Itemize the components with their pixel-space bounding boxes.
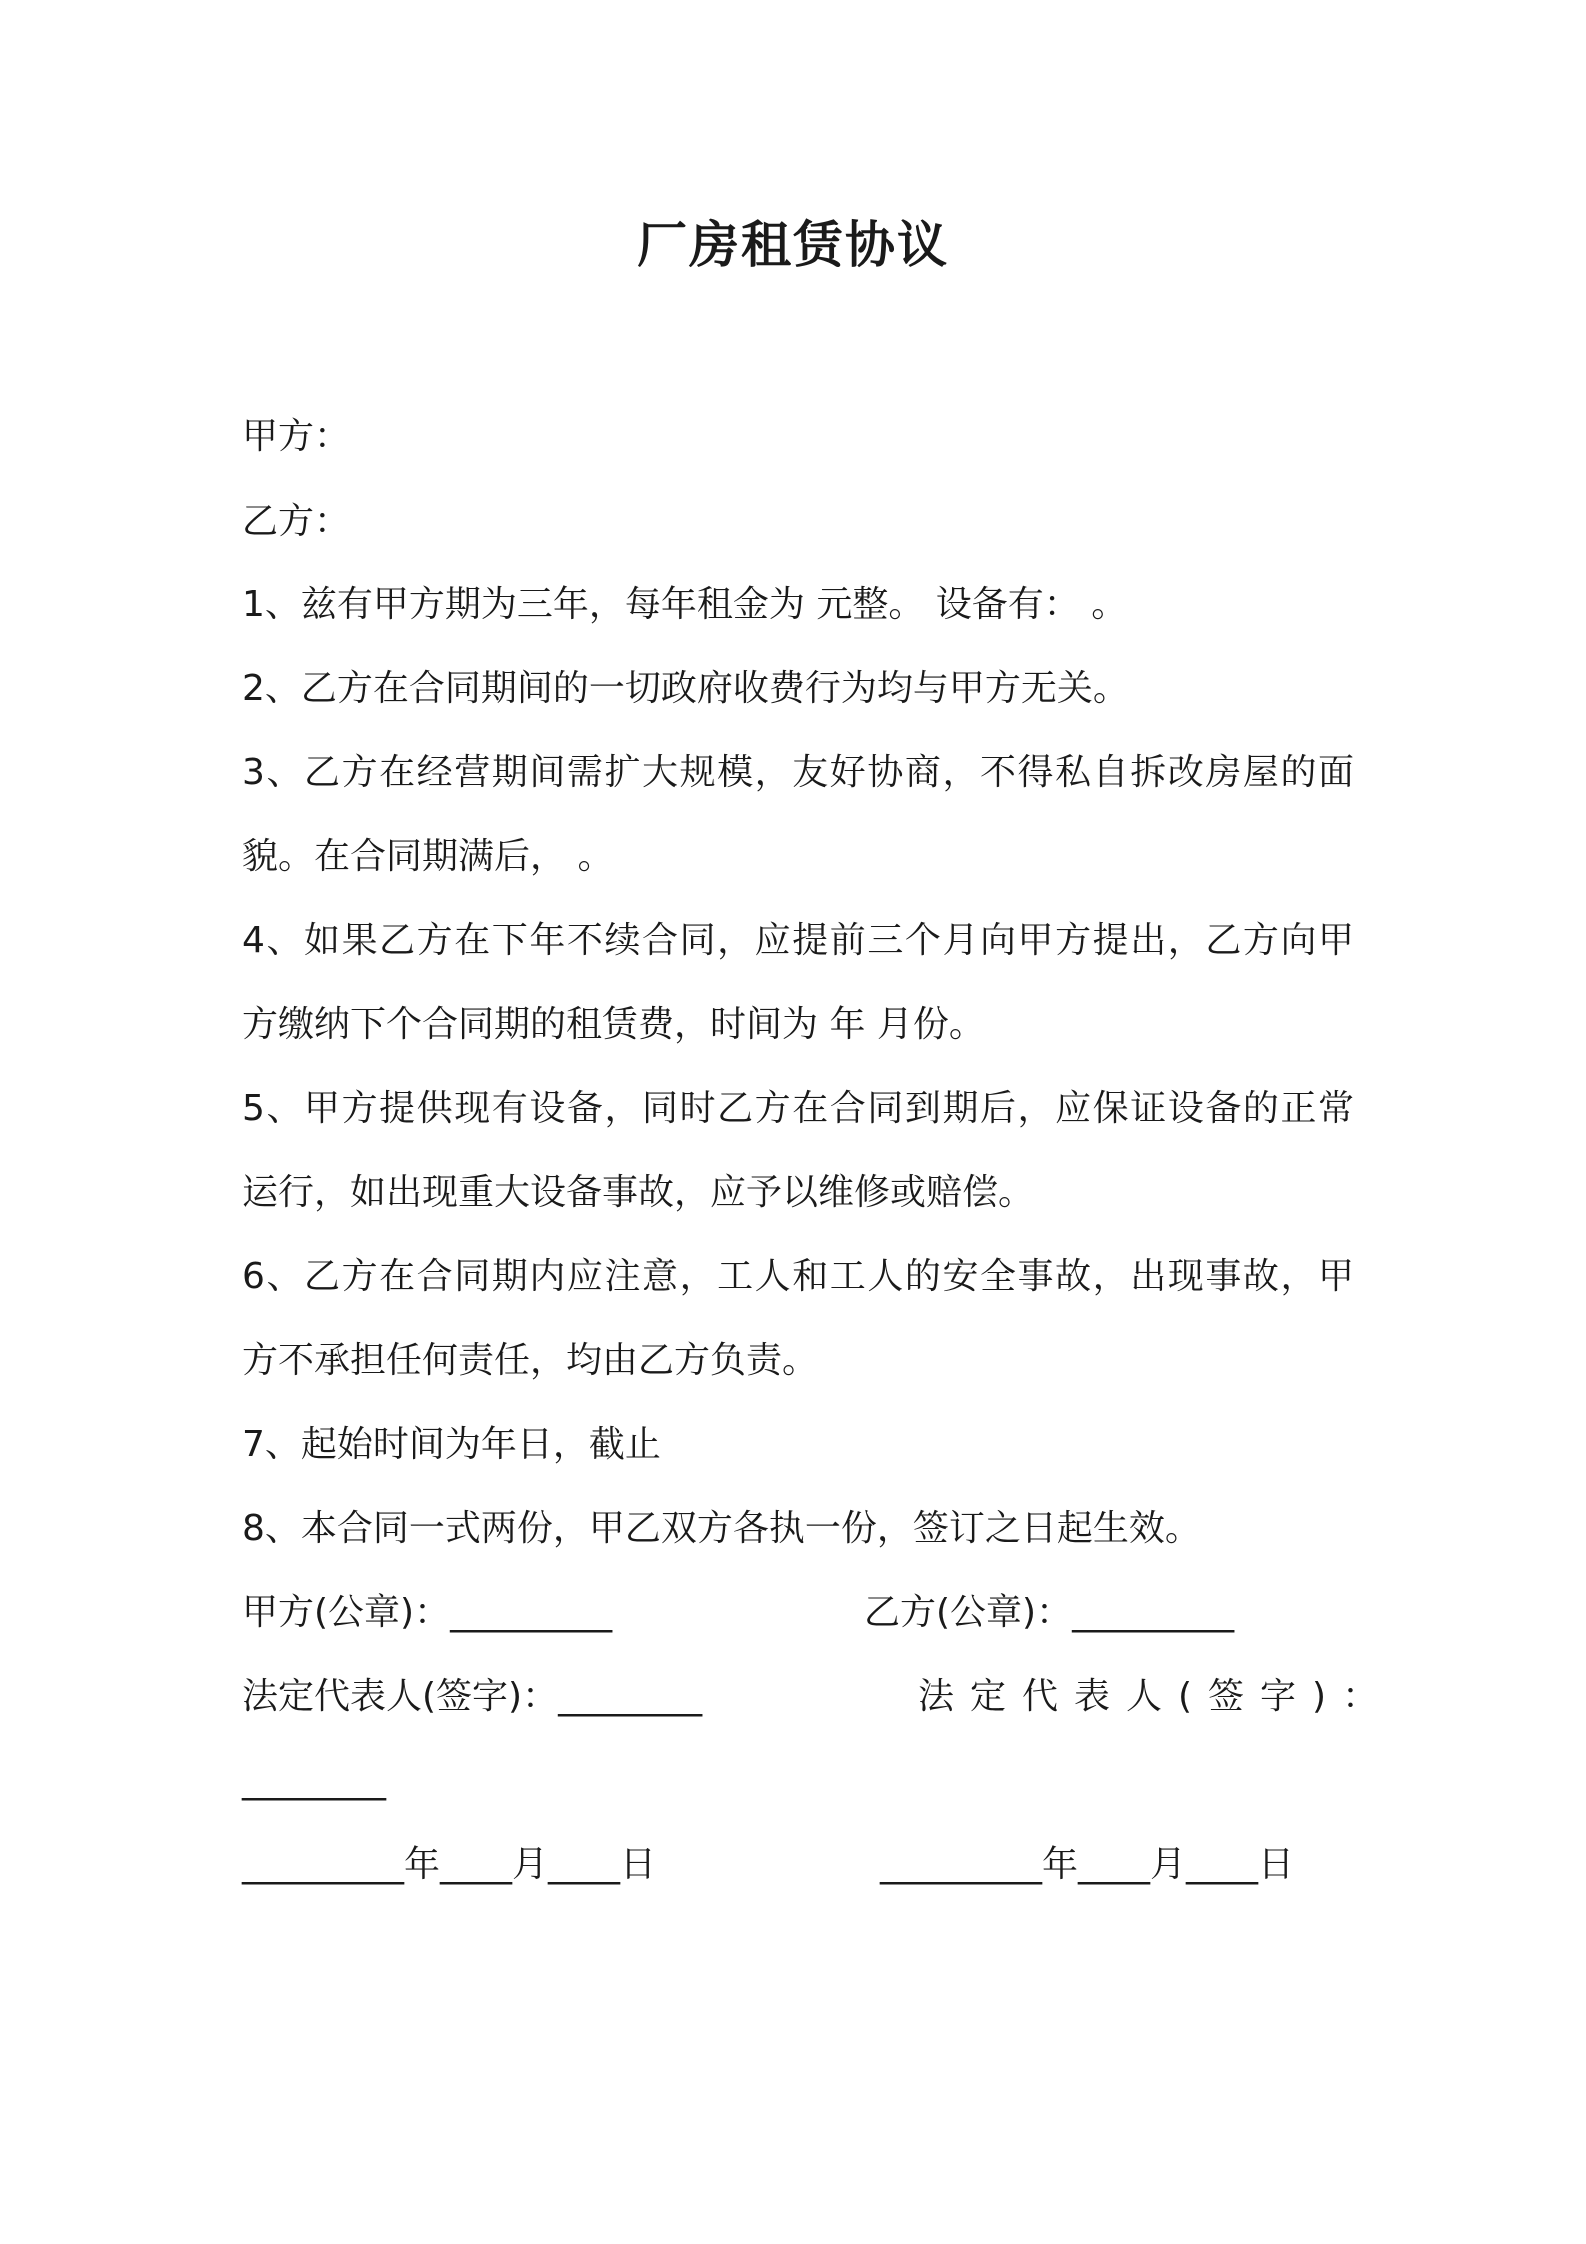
clause-3-line-1: 3、乙方在经营期间需扩大规模，友好协商，不得私自拆改房屋的面 (242, 752, 1354, 793)
clause-5-line-2: 运行，如出现重大设备事故，应予以维修或赔偿。 (242, 1172, 1035, 1213)
document-title: 厂房租赁协议 (637, 216, 949, 274)
party-b-label: 乙方： (242, 501, 351, 542)
clause-3-line-2: 貌。在合同期满后， 。 (242, 836, 614, 877)
clause-8: 8、本合同一式两份，甲乙双方各执一份，签订之日起生效。 (242, 1508, 1201, 1549)
party-a-date-field: _________年____月____日 (242, 1844, 656, 1885)
clause-7: 7、起始时间为年日，截止 (242, 1424, 661, 1465)
clause-6-line-1: 6、乙方在合同期内应注意，工人和工人的安全事故，出现事故，甲 (242, 1256, 1354, 1297)
party-b-date-field: _________年____月____日 (880, 1844, 1294, 1885)
clause-4-line-1: 4、如果乙方在下年不续合同，应提前三个月向甲方提出，乙方向甲 (242, 920, 1354, 961)
clause-5-line-1: 5、甲方提供现有设备，同时乙方在合同到期后，应保证设备的正常 (242, 1088, 1354, 1129)
party-b-representative-blank: ________ (242, 1760, 386, 1801)
party-a-label: 甲方： (242, 416, 351, 457)
clause-1: 1、兹有甲方期为三年，每年租金为 元整。 设备有： 。 (242, 584, 1128, 625)
party-b-seal-field: 乙方(公章)：_________ (864, 1592, 1235, 1633)
clause-2: 2、乙方在合同期间的一切政府收费行为均与甲方无关。 (242, 668, 1129, 709)
party-a-seal-field: 甲方(公章)：_________ (242, 1592, 613, 1633)
clause-4-line-2: 方缴纳下个合同期的租赁费，时间为 年 月份。 (242, 1004, 985, 1045)
clause-6-line-2: 方不承担任何责任，均由乙方负责。 (242, 1340, 819, 1381)
party-b-representative-label: 法定代表人(签字)： (918, 1676, 1395, 1717)
party-a-representative-field: 法定代表人(签字)：________ (242, 1676, 703, 1717)
